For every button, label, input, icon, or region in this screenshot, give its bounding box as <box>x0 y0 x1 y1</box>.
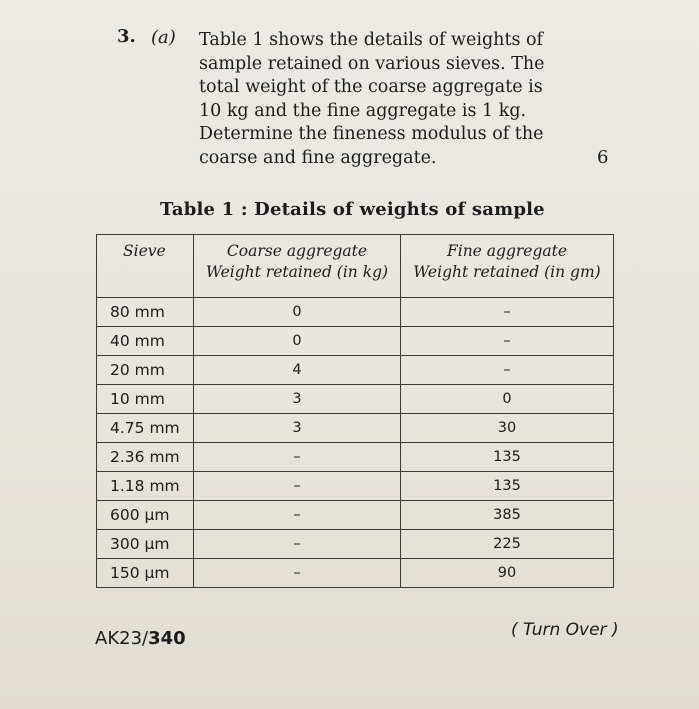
question-line: total weight of the coarse aggregate is <box>199 77 543 98</box>
coarse-weight-cell: 3 <box>194 414 401 443</box>
turn-over-note: ( Turn Over ) <box>511 620 619 640</box>
table-row <box>97 472 614 501</box>
fine-weight-cell: 385 <box>401 501 614 530</box>
coarse-weight-cell: 4 <box>194 356 401 385</box>
fine-column-header <box>401 235 614 298</box>
question-marks: 6 <box>597 147 609 168</box>
sieve-size-cell: 1.18 mm <box>97 472 194 501</box>
table-row <box>97 385 614 414</box>
question-part: (a) <box>151 27 176 48</box>
table-row <box>97 443 614 472</box>
table-row <box>97 327 614 356</box>
sieve-size-cell: 80 mm <box>97 298 194 327</box>
sieve-size-cell: 2.36 mm <box>97 443 194 472</box>
sieve-size-cell: 4.75 mm <box>97 414 194 443</box>
sieve-size-cell: 10 mm <box>97 385 194 414</box>
fine-header-line1: Fine aggregate <box>446 242 568 260</box>
coarse-weight-cell: 3 <box>194 385 401 414</box>
sieve-weights-table <box>96 234 614 588</box>
coarse-weight-cell: – <box>194 530 401 559</box>
fine-weight-cell: 135 <box>401 472 614 501</box>
paper-code-number: 340 <box>148 628 186 649</box>
fine-weight-cell: 135 <box>401 443 614 472</box>
question-line: Determine the fineness modulus of the <box>199 124 544 145</box>
question-line: Table 1 shows the details of weights of <box>199 30 544 50</box>
question-line: 10 kg and the fine aggregate is 1 kg. <box>199 100 527 121</box>
fine-weight-cell: – <box>401 356 614 385</box>
coarse-header-line2: Weight retained (in kg) <box>205 263 389 281</box>
coarse-column-header <box>194 235 401 298</box>
table-row <box>97 559 614 588</box>
question-line: sample retained on various sieves. The <box>199 53 545 74</box>
table-row <box>97 356 614 385</box>
table-row <box>97 414 614 443</box>
sieve-size-cell: 40 mm <box>97 327 194 356</box>
paper-code-prefix: AK23/ <box>95 628 149 649</box>
coarse-weight-cell: – <box>194 559 401 588</box>
table-row <box>97 298 614 327</box>
table-caption: Table 1 : Details of weights of sample <box>160 199 545 220</box>
coarse-weight-cell: 0 <box>194 298 401 327</box>
question-number: 3. <box>117 26 136 47</box>
coarse-weight-cell: 0 <box>194 327 401 356</box>
fine-weight-cell: 90 <box>401 559 614 588</box>
table-header-row <box>97 235 614 298</box>
sieve-size-cell: 150 μm <box>97 559 194 588</box>
coarse-weight-cell: – <box>194 472 401 501</box>
coarse-header-line1: Coarse aggregate <box>226 242 368 260</box>
table-row <box>97 530 614 559</box>
fine-weight-cell: – <box>401 327 614 356</box>
fine-weight-cell: 30 <box>401 414 614 443</box>
question-text <box>199 29 579 171</box>
fine-weight-cell: 0 <box>401 385 614 414</box>
fine-weight-cell: – <box>401 298 614 327</box>
coarse-weight-cell: – <box>194 501 401 530</box>
question-line: coarse and fine aggregate. <box>199 147 437 168</box>
fine-weight-cell: 225 <box>401 530 614 559</box>
sieve-column-header: Sieve <box>97 235 194 298</box>
sieve-size-cell: 600 μm <box>97 501 194 530</box>
fine-header-line2: Weight retained (in gm) <box>413 263 601 281</box>
sieve-size-cell: 20 mm <box>97 356 194 385</box>
table-row <box>97 501 614 530</box>
coarse-weight-cell: – <box>194 443 401 472</box>
sieve-size-cell: 300 μm <box>97 530 194 559</box>
paper-code <box>95 628 186 649</box>
